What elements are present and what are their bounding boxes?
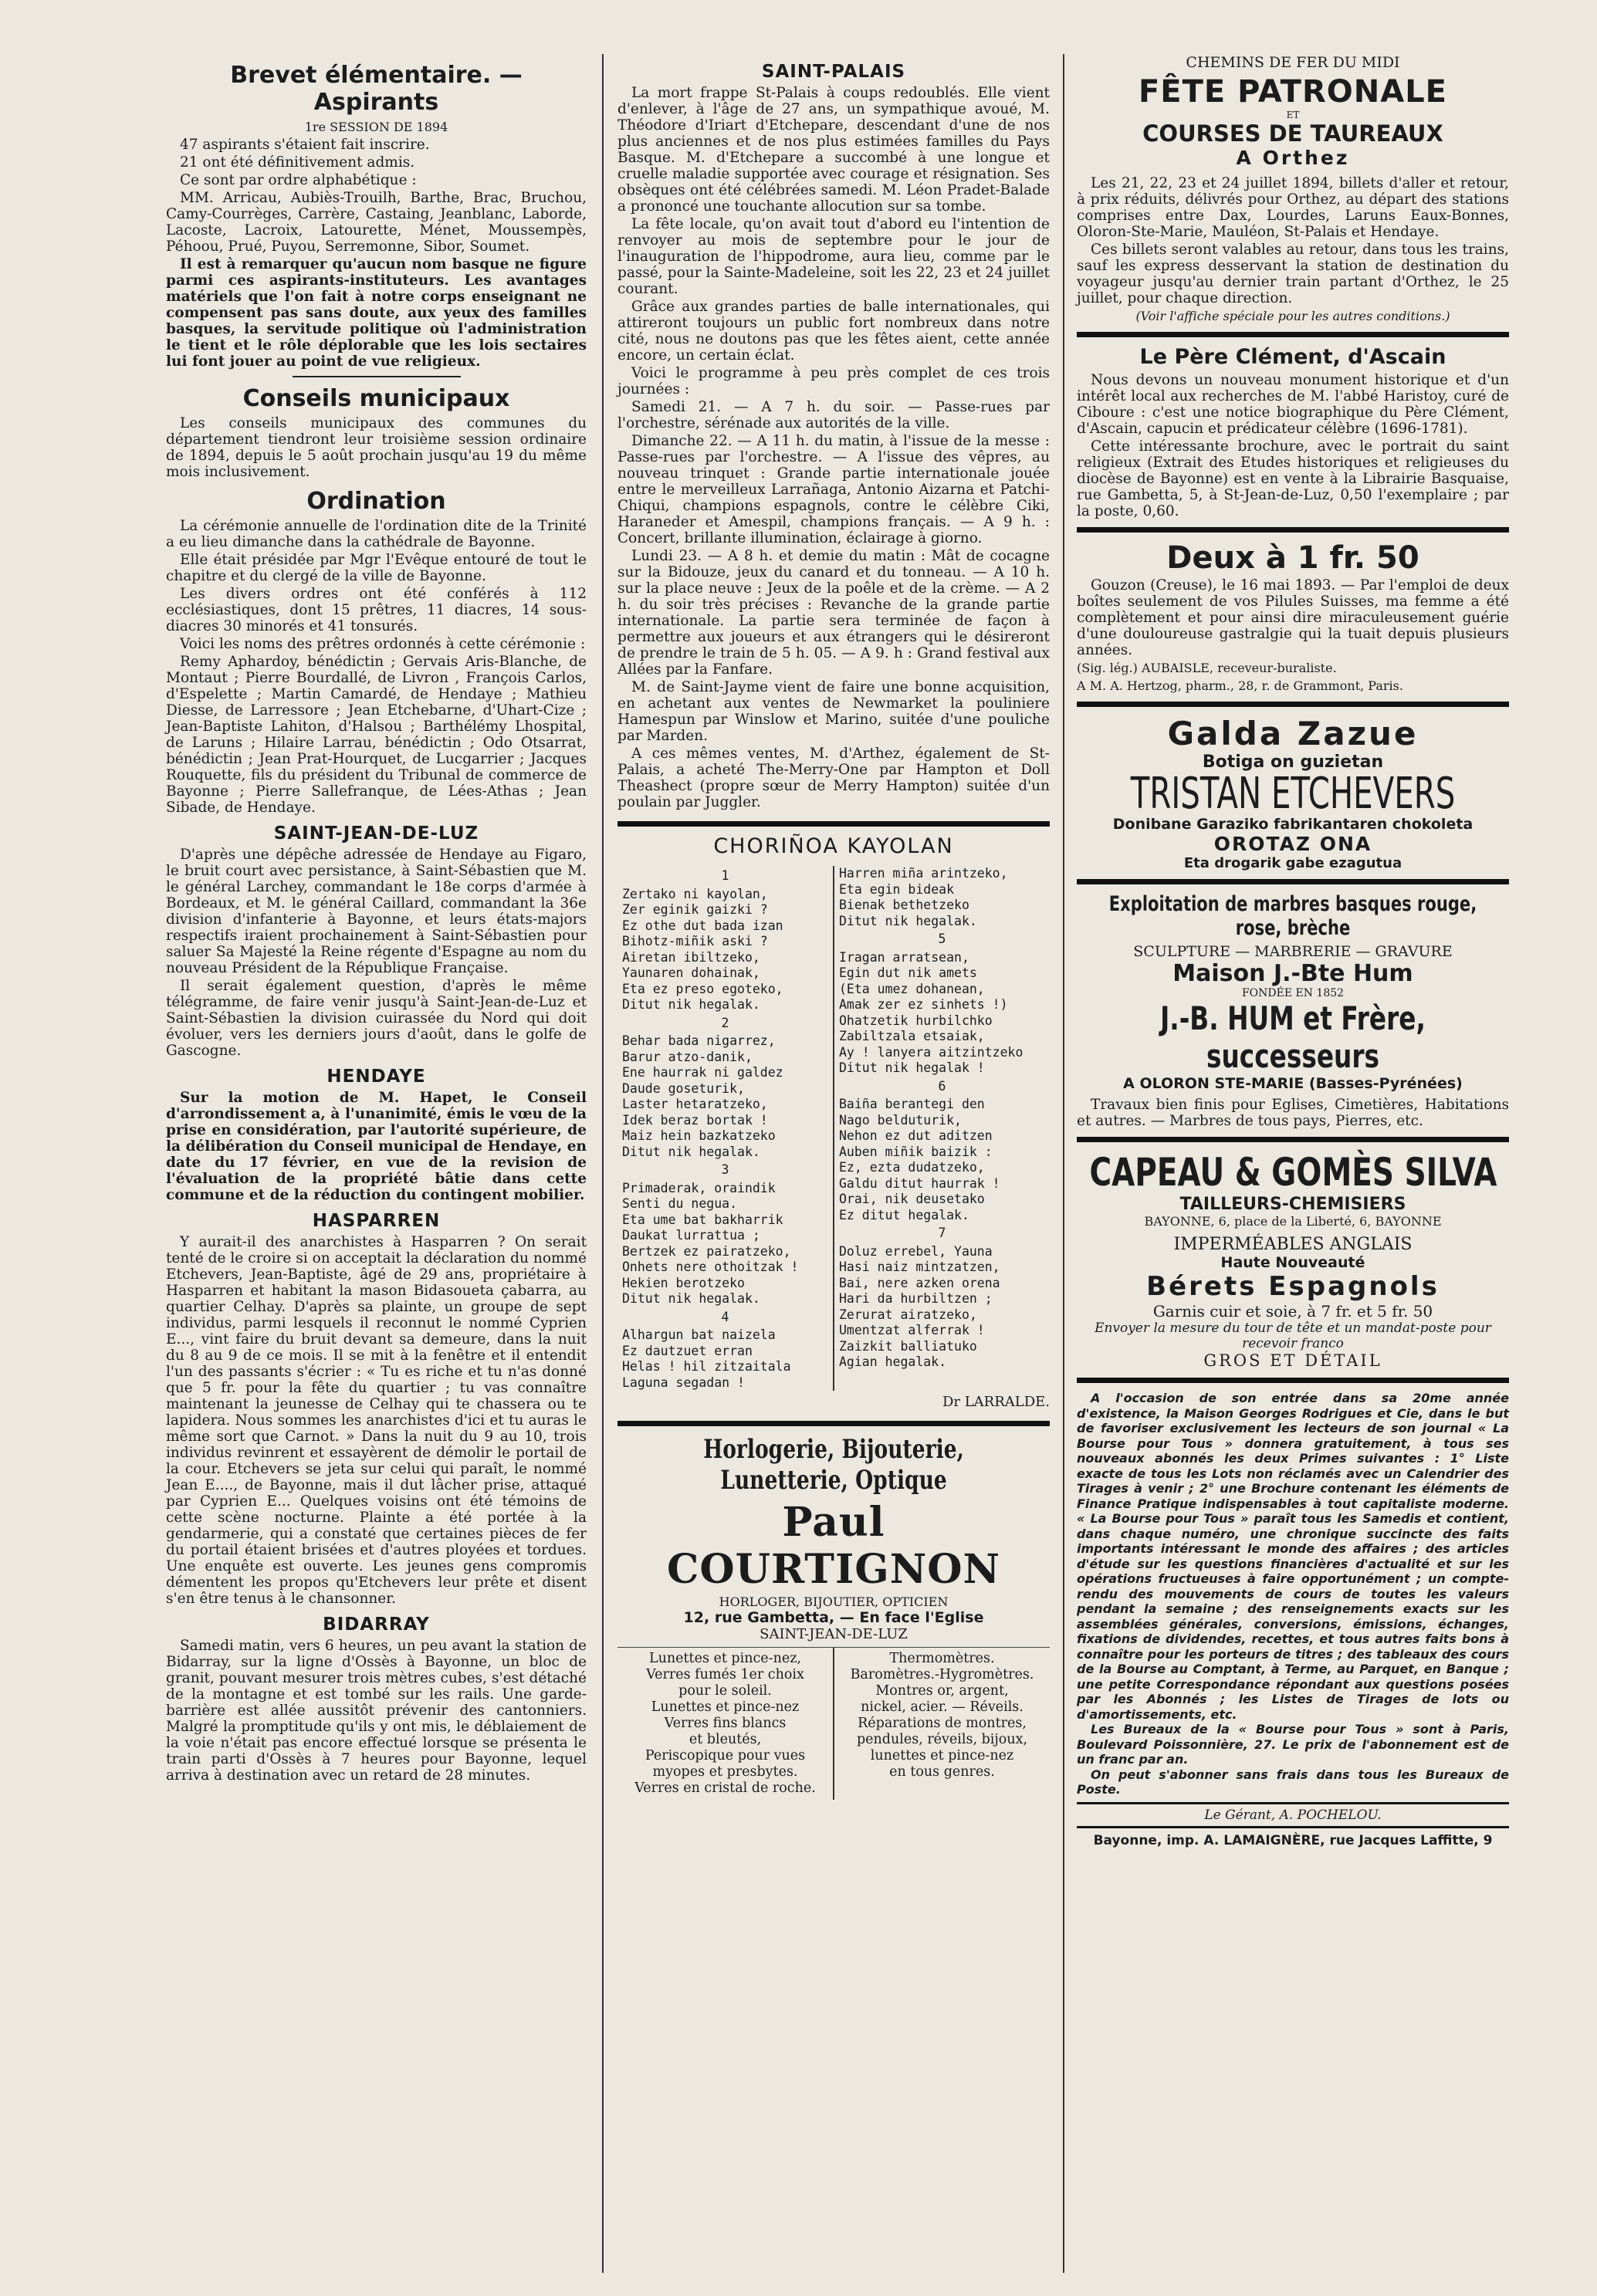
brevet-heading: Brevet élémentaire. — Aspirants [230, 62, 523, 116]
bourse-bureaux: Les Bureaux de la « Bourse pour Tous » sont à Paris, Boulevard Poissonnière, 27. Le prix de l'abonnement est de un franc par an. [1077, 1722, 1509, 1767]
poem-line: Bai, nere azken orena [839, 1275, 1000, 1290]
separator [293, 376, 461, 377]
saint-palais-paragraph: M. de Saint-Jayme vient de faire une bonne acquisition, en achetant aux ventes de Newmarket la pouliniere Hamespun par Winslow et Marino, suitée d'une pouliche par Marden. [617, 679, 1050, 744]
conseils-text: Les conseils municipaux des communes du département tiendront leur troisième session ordinaire de 1894, depuis le 5 août prochain jusqu'au 19 du même mois inclusivement. [166, 415, 587, 480]
capeau-l1: IMPERMÉABLES ANGLAIS [1173, 1235, 1413, 1254]
pere-clement-text [1077, 372, 1509, 519]
poem-line: Egin dut nik amets [839, 965, 977, 980]
poem-line: Eta ume bat bakharrik [622, 1212, 783, 1227]
pere-clement-heading: Le Père Clément, d'Ascain [1139, 345, 1446, 369]
stanza-number: 1 [721, 868, 729, 883]
ordination-paragraph: Remy Aphardoy, bénédictin ; Gervais Aris-Blanche, de Montaut ; Pierre Bourdallé, de Livron , François Carlos, d'Espelette ; Martin Camardé, de Hendaye ; Mathieu Diesse, de Larressore ; Jean Etchebarne, d'Uhart-Cize ; Jean-Baptiste Lahiton, d'Halsou ; Barthélémy Lhospital, de Laruns ; Hilaire Larrau, bénédictin ; Odo Otsarrat, bénédictin ; Jean Prat-Hourquet, de Lucgarrier ; Jacques Rouquette, fils du président du Tribunal de commerce de Bayonne ; Pierre Sallefranque, de Lées-Athas ; Jean Sibade, de Hendaye. [166, 654, 587, 816]
ordination-paragraph: La cérémonie annuelle de l'ordination dite de la Trinité a eu lieu dimanche dans la cathédrale de Bayonne. [166, 518, 587, 550]
poem-line: Bertzek ez pairatzeko, [622, 1243, 791, 1259]
hum-l6: A OLORON STE-MARIE (Basses-Pyrénées) [1123, 1075, 1463, 1092]
poem-line: Bienak bethetzeko [839, 898, 969, 912]
capeau-name: CAPEAU & GOMÈS SILVA [1089, 1150, 1497, 1195]
imprint: Bayonne, imp. A. LAMAIGNÈRE, rue Jacques Laffitte, 9 [1093, 1832, 1493, 1848]
ad-product-line: Verres fumés 1er choix [646, 1667, 804, 1682]
stanza-number: 4 [721, 1309, 729, 1324]
separator [1077, 1378, 1509, 1383]
capeau-ad [1077, 1150, 1509, 1370]
hum-l4: FONDÉE EN 1852 [1241, 987, 1345, 999]
hasparren-text: Y aurait-il des anarchistes à Hasparren ? On serait tenté de le croire si on acceptait la déclaration du nommé Etchevers, Jean-Baptiste, âgé de 29 ans, propriétaire à Hasparren et habitant la mason Bidasoueta çabarra, au quartier Celhay. D'après sa plainte, un groupe de sept individus, parmi lesquels il reconnut le nommé Cyprien E..., vint faire du bruit devant sa demeure, dans la nuit du 8 au 9 de ce mois. Il se mit à la fenêtre et il entendit l'un des passants s'écrier : « Tu es riche et tu n'as donné que 5 fr. pour la fête du quartier ; tu vas connaître maintenant la jeunesse de Celhay qui te chassera ou te lapidera. Nous sommes les anarchistes d'ici et tu auras le même sort que Carnot. » Dans la nuit du 9 au 10, trois individus revinrent et essayèrent de démolir le portail de la cour. Etchevers se jeta sur celui qui paraît, le nommé Jean E...., de Bayonne, mais il dut lâcher prise, attaqué par Cyprien E... Quelques voisins ont été témoins de cette scène nocturne. Plainte a été portée à la gendarmerie, qui a constaté que certaines pièces de fer du portail étaient brisées et d'autres ployées et tordues. Une enquête est ouverte. Les jeunes gens compromis démentent les propos qu'Etchevers leur prête et disent s'en être tenus à le chansonner. [166, 1234, 587, 1607]
sjdl-paragraph: D'après une dépêche adressée de Hendaye au Figaro, le bruit court avec persistance, à Saint-Sébastien que M. le général Larchey, commandant le 18e corps d'armée à Bordeaux, et M. le général Caillard, commandant la 36e division d'infanterie à Bayonne, et leurs états-majors respectifs iraient prochainement à Saint-Sébastien pour saluer Sa Majesté la Reine régente d'Espagne au nom du nouveau Président de la République Française. [166, 847, 587, 976]
saint-palais-paragraph: Voici le programme à peu près complet de ces trois journées : [617, 365, 1050, 397]
poem-line: Daude goseturik, [622, 1080, 745, 1096]
gerant: Le Gérant, A. POCHELOU. [1077, 1802, 1509, 1828]
poem-line: Ditut nik hegalak. [622, 997, 760, 1012]
ad-city: SAINT-JEAN-DE-LUZ [760, 1626, 908, 1642]
separator [1077, 527, 1509, 533]
poem-line: Zaizkit balliatuko [839, 1338, 977, 1354]
hum-l5: J.-B. HUM et Frère, successeurs [1160, 999, 1426, 1075]
cf-note: (Voir l'affiche spéciale pour les autres conditions.) [1135, 309, 1450, 323]
hendaye-heading: HENDAYE [327, 1067, 426, 1087]
hasparren-heading: HASPARREN [312, 1211, 441, 1231]
column-1 [166, 54, 587, 1785]
poem-line: Hasi naiz mintzatzen, [839, 1260, 1000, 1274]
ad-products-left [617, 1648, 833, 1800]
bidarray-text: Samedi matin, vers 6 heures, un peu avant la station de Bidarray, sur la ligne d'Ossès à Bayonne, un bloc de granit, pouvant mesurer trois mètres cubes, s'est détaché de la montagne et est tombé sur les rails. Une garde-barrière est allée aussitôt prévenir des cantonniers. Malgré la promptitude qu'ils y ont mis, le déblaiement de la voie n'était pas encore effectué lorsque se présenta le train parti d'Ossès à 7 heures pour Bayonne, lequel arriva à destination avec un retard de 28 minutes. [166, 1638, 587, 1784]
ad-product-line: Verres en cristal de roche. [634, 1780, 816, 1796]
saint-palais-paragraph: La fête locale, qu'on avait tout d'abord eu l'intention de renvoyer au mois de septembre pour le jour de l'inauguration de l'hippodrome, aura lieu, comme par le passé, pour la Sainte-Madeleine, soit les 22, 23 et 24 juillet courant. [617, 216, 1050, 297]
sjdl-heading: SAINT-JEAN-DE-LUZ [273, 823, 479, 844]
poem-line: Ditut nik hegalak. [622, 1144, 760, 1159]
chemins-de-fer-ad [1077, 54, 1509, 169]
deux-signature: (Sig. lég.) AUBAISLE, receveur-buraliste. [1077, 661, 1337, 675]
separator [1077, 332, 1509, 337]
poem-line: Laster hetaratzeko, [622, 1097, 768, 1111]
column-2 [617, 54, 1050, 1800]
poem-line: Nehon ez dut aditzen [839, 1128, 993, 1143]
brevet-paragraph: 47 aspirants s'étaient fait inscrire. [180, 137, 430, 153]
ad-product-line: pendules, réveils, bijoux, [856, 1732, 1028, 1747]
hendaye-text: Sur la motion de M. Hapet, le Conseil d'arrondissement a, à l'unanimité, émis le vœu de la prise en considération, par l'autorité supérieure, de la délibération du Conseil municipal de Hendaye, en date du 17 février, en vue de la revision de l'évaluation de la propriété bâtie dans cette commune et de la réduction du contingent mobilier. [166, 1090, 587, 1203]
stanza-number: 3 [721, 1162, 729, 1177]
poem-line: Yaunaren dohainak, [622, 965, 760, 980]
poem-line: Primaderak, oraindik [622, 1180, 776, 1195]
ordination-paragraph: Elle était présidée par Mgr l'Evêque entouré de tout le chapitre et du clergé de la ville de Bayonne. [166, 552, 587, 584]
poem-line: Harren miña arintzeko, [839, 866, 1008, 881]
saint-palais-heading: SAINT-PALAIS [761, 62, 906, 82]
bidarray-heading: BIDARRAY [323, 1615, 430, 1635]
poem-line: Ay ! lanyera aitzintzeko [839, 1044, 1024, 1060]
poem-line: Behar bada nigarrez, [622, 1033, 776, 1048]
cf-text [1077, 175, 1509, 306]
poem-line: Alhargun bat naizela [622, 1327, 776, 1342]
ad-products-right [833, 1648, 1050, 1800]
poem-line: Umentzat alferrak ! [839, 1323, 985, 1337]
bourse-abonnement: On peut s'abonner sans frais dans tous les Bureaux de Poste. [1077, 1767, 1509, 1797]
ad-product-line: en tous genres. [889, 1764, 995, 1780]
ad-product-line: pour le soleil. [678, 1683, 772, 1699]
saint-palais-paragraph: Samedi 21. — A 7 h. du soir. — Passe-rues par l'orchestre, sérénade aux autorités de la ville. [617, 399, 1050, 431]
poem-line: Maiz hein bazkatzeko [622, 1128, 776, 1143]
capeau-addr: BAYONNE, 6, place de la Liberté, 6, BAYONNE [1144, 1214, 1442, 1229]
galda-l1: Donibane Garaziko fabrikantaren chokoleta [1112, 816, 1474, 833]
poem-line: Amak zer ez sinhets !) [839, 997, 1008, 1012]
courtignon-ad [617, 1434, 1050, 1800]
ad-product-line: Verres fins blancs [664, 1716, 787, 1731]
separator [617, 1421, 1050, 1426]
poem-line: Zerurat airatzeko, [839, 1307, 977, 1322]
ad-products [617, 1647, 1050, 1800]
poem [617, 866, 1050, 1391]
stanza-number: 6 [938, 1078, 946, 1094]
galda-name: TRISTAN ETCHEVERS [1130, 769, 1456, 819]
separator [1077, 879, 1509, 884]
poem-line: Nago belduturik, [839, 1112, 962, 1128]
cf-top: CHEMINS DE FER DU MIDI [1186, 54, 1400, 71]
stanza-number: 5 [938, 932, 946, 946]
hum-l1: Exploitation de marbres basques rouge, rose, brèche [1108, 892, 1477, 940]
poem-title: CHORIÑOA KAYOLAN [713, 834, 954, 858]
cf-paragraph: Les 21, 22, 23 et 24 juillet 1894, billets d'aller et retour, à prix réduits, délivrés pour Orthez, au départ des stations comprises entre Dax, Lourdes, Laruns Eaux-Bonnes, Oloron-Ste-Marie, Mauléon, St-Palais et Hendaye. [1077, 175, 1509, 240]
ad-product-line: Thermomètres. [889, 1651, 995, 1666]
separator [1077, 1137, 1509, 1142]
separator [617, 821, 1050, 827]
poem-line: Ohatzetik hurbilchko [839, 1013, 993, 1028]
column-3 [1077, 54, 1509, 1848]
ordination-text [166, 518, 587, 816]
sjdl-paragraph: Il serait également question, d'après le même télégramme, de faire venir jusqu'à Saint-Jean-de-Luz et Saint-Sébastien la division cuirassée du Nord qui doit évoluer, vers les derniers jours d'août, dans le golfe de Gascogne. [166, 978, 587, 1059]
stanza-number: 7 [938, 1226, 946, 1240]
column-divider [602, 54, 604, 2273]
ad-name: Paul COURTIGNON [666, 1499, 1001, 1593]
cf-paragraph: Ces billets seront valables au retour, dans tous les trains, sauf les express desservant la station de destination du voyageur jusqu'au dernier train partant d'Orthez, le 25 juillet, pour chaque direction. [1077, 242, 1509, 306]
column-divider [1063, 54, 1064, 2273]
ad-product-line: Réparations de montres, [858, 1716, 1027, 1731]
poem-line: Idek beraz bortak ! [622, 1112, 768, 1128]
poem-line: Ditut nik hegalak. [839, 913, 977, 928]
ad-product-line: Periscopique pour vues [645, 1748, 806, 1763]
poem-right-column [833, 866, 1050, 1391]
poem-line: Doluz errebel, Yauna [839, 1243, 993, 1259]
saint-palais-paragraph: Lundi 23. — A 8 h. et demie du matin : Mât de cocagne sur la Bidouze, jeux du canard et du tonneau. — A 10 h. sur la place neuve : Jeux de la poêle et de la crème. — A 2 h. du soir très précises : Revanche de la grande partie internationale. La partie sera terminée de façon à permettre aux joueurs et aux étrangers qui le désireront de prendre le train de 5 h. 05. — A 9. h : Grand festival aux Allées par la Fanfare. [617, 548, 1050, 678]
brevet-text [166, 137, 587, 255]
poem-line: Eta ez preso egoteko, [622, 981, 783, 996]
saint-palais-paragraph: A ces mêmes ventes, M. d'Arthez, également de St-Palais, a acheté The-Merry-One par Hampton et Doll Theashect (propre sœur de Merry Hampton) suitée d'un poulain par Juggler. [617, 746, 1050, 810]
brevet-paragraph: 21 ont été définitivement admis. [180, 154, 415, 171]
capeau-l4: Garnis cuir et soie, à 7 fr. et 5 fr. 50 [1152, 1302, 1433, 1320]
poem-line: Baiña berantegi den [839, 1097, 985, 1111]
poem-line: Auben miñik baizik : [839, 1144, 993, 1159]
ad-product-line: et bleutés, [689, 1732, 762, 1747]
galda-ad [1077, 715, 1509, 871]
cf-courses: COURSES DE TAUREAUX [1142, 120, 1443, 147]
poem-left-column [617, 866, 833, 1391]
brevet-session: 1re SESSION DE 1894 [304, 120, 448, 134]
ad-product-line: lunettes et pince-nez [870, 1748, 1014, 1763]
hum-l2: SCULPTURE — MARBRERIE — GRAVURE [1133, 943, 1453, 960]
deux-heading: Deux à 1 fr. 50 [1166, 540, 1419, 576]
deux-text: Gouzon (Creuse), le 16 mai 1893. — Par l'emploi de deux boîtes seulement de vos Pilules Suisses, ma femme a été complètement et pour ainsi dire miraculeusement guérie d'une douloureuse gastralgie qui la tuait depuis plusieurs années. [1077, 577, 1509, 658]
galda-sub: Botiga on guzietan [1202, 752, 1384, 772]
poem-line: Zer eginik gaizki ? [622, 902, 768, 917]
poem-line: Galdu ditut haurrak ! [839, 1175, 1000, 1191]
poem-line: Eta egin bideak [839, 881, 955, 897]
cf-orthez: A Orthez [1236, 147, 1350, 169]
poem-line: Ez othe dut bada izan [622, 918, 783, 933]
pere-clement-paragraph: Nous devons un nouveau monument historique et d'un intérêt local aux recherches de M. l'abbé Haristoy, curé de Ciboure : c'est une notice biographique du Père Clément, d'Ascain, capucin et prédicateur célèbre (1696-1781). [1077, 372, 1509, 437]
poem-line: Iragan arratsean, [839, 949, 969, 965]
poem-line: Onhets nere othoitzak ! [622, 1260, 799, 1274]
poem-line: Ene haurrak ni galdez [622, 1065, 783, 1080]
ordination-paragraph: Voici les noms des prêtres ordonnés à cette cérémonie : [180, 636, 586, 652]
saint-palais-paragraph: Dimanche 22. — A 11 h. du matin, à l'issue de la messe : Passe-rues par l'orchestre. — A l'issue des vêpres, au nouveau trinquet : Grande partie internationale jouée entre le merveilleux Larrañaga, Antonio Aizarna et Patchi-Chiqui, champions espagnols, contre le célèbre Ciki, Haraneder et Amespil, champions français. — A 9 h. : Concert, brillante illumination, éclairage à giorno. [617, 433, 1050, 546]
ad-product-line: Montres or, argent, [875, 1683, 1009, 1699]
cf-title: FÊTE PATRONALE [1138, 74, 1447, 110]
bourse-text: A l'occasion de son entrée dans sa 20me année d'existence, la Maison Georges Rodrigues et Cie, dans le but de favoriser exclusivement les lecteurs de son journal « La Bourse pour Tous » donnera gratuitement, à tous ses nouveaux abonnés les deux Primes suivantes : 1° Liste exacte de tous les Lots non réclamés avec un Calendrier des Tirages à venir ; 2° une Brochure contenant les éléments de Finance Pratique indispensables à tout capitaliste moderne. « La Bourse pour Tous » paraît tous les Samedis et contient, dans chaque numéro, une chronique succincte des faits importants intéressant le monde des affaires ; des articles d'étude sur les questions financières d'actualité et sur les opérations fructueuses à faire opportunément ; un compte-rendu des mouvements de cours de toutes les valeurs pendant la semaine ; des renseignements exacts sur les assemblées générales, conversions, émissions, échanges, fixations de dividendes, recettes, et tous autres faits bons à connaître pour les porteurs de titres ; des tableaux des cours de la Bourse au Comptant, à Terme, au Parquet, en Banque ; une petite Correspondance répondant aux questions posées par les Abonnés ; les Listes de Tirages de lots ou d'amortissements, etc. [1077, 1391, 1509, 1722]
saint-palais-paragraph: Grâce aux grandes parties de balle internationales, qui attireront toujours un public fort nombreux dans notre cité, nous ne doutons pas que les fêtes aient, cette année encore, un certain éclat. [617, 299, 1050, 364]
poem-line: Orai, nik deusetako [839, 1192, 985, 1206]
brevet-remark: Il est à remarquer qu'aucun nom basque ne figure parmi ces aspirants-instituteurs. Les avantages matériels que l'on fait à notre corps enseignant ne compensent pas sans doute, aux yeux des familles basques, la servitude politique où l'administration le tient et le rôle déplorable que les lois sectaires lui font jouer au point de vue religieux. [166, 256, 587, 370]
poem-line: Ditut nik hegalak. [622, 1291, 760, 1306]
capeau-sub: TAILLEURS-CHEMISIERS [1179, 1195, 1406, 1214]
cf-et: ET [1286, 110, 1300, 120]
separator [1077, 702, 1509, 707]
ad-address: 12, rue Gambetta, — En face l'Eglise [683, 1609, 984, 1626]
poem-line: Ez ditut hegalak. [839, 1207, 969, 1222]
galda-l3: Eta drogarik gabe ezagutua [1183, 855, 1402, 871]
poem-line: Daukat lurrattua ; [622, 1228, 760, 1243]
poem-line: Hekien berotzeko [622, 1275, 745, 1290]
poem-line: Barur atzo-danik, [622, 1049, 753, 1064]
ad-trade: HORLOGER, BIJOUTIER, OPTICIEN [719, 1594, 949, 1609]
deux-address: A M. A. Hertzog, pharm., 28, r. de Grammont, Paris. [1077, 678, 1403, 693]
poem-line: Zabiltzala etsaiak, [839, 1029, 985, 1043]
hum-text: Travaux bien finis pour Eglises, Cimetières, Habitations et autres. — Marbres de tous pays, Pierres, etc. [1077, 1097, 1509, 1129]
ad-product-line: Baromètres.-Hygromètres. [850, 1667, 1034, 1682]
poem-line: Ez dautzuet erran [622, 1343, 753, 1358]
poem-line: Ditut nik hegalak ! [839, 1060, 985, 1075]
capeau-l2: Haute Nouveauté [1220, 1254, 1365, 1271]
galda-title: Galda Zazue [1167, 715, 1419, 752]
capeau-l6: GROS ET DÉTAIL [1203, 1351, 1382, 1370]
hum-l3: Maison J.-Bte Hum [1172, 960, 1413, 987]
ordination-paragraph: Les divers ordres ont été conférés à 112 ecclésiastiques, dont 15 prêtres, 11 diacres, 14 sous-diacres 30 minorés et 41 tonsurés. [166, 586, 587, 634]
capeau-l5: Envoyer la mesure du tour de tête et un mandat-poste pour recevoir franco [1095, 1320, 1491, 1351]
saint-palais-paragraph: La mort frappe St-Palais à coups redoublés. Elle vient d'enlever, à l'âge de 27 ans, un sympathique avoué, M. Théodore d'Iriart d'Etchepare, descendant d'une de nos plus anciennes et de nos plus estimées familles du Pays Basque. M. d'Etchepare a succombé à une longue et cruelle maladie supportée avec courage et résignation. Ses obsèques ont été célébrées samedi. M. Léon Pradet-Balade a prononcé une touchante allocution sur sa tombe. [617, 85, 1050, 215]
poem-signature: Dr LARRALDE. [942, 1394, 1050, 1410]
ad-product-line: myopes et presbytes. [652, 1764, 798, 1780]
conseils-heading: Conseils municipaux [242, 385, 510, 412]
brevet-paragraph: Ce sont par ordre alphabétique : [180, 172, 417, 188]
hum-ad [1077, 892, 1509, 1092]
poem-line: Airetan ibiltzeko, [622, 949, 760, 965]
brevet-paragraph: MM. Arricau, Aubiès-Trouilh, Barthe, Brac, Bruchou, Camy-Courrèges, Carrère, Castaing, Jeanblanc, Laborde, Lacoste, Lacroix, Latourette, Ménet, Moussempès, Péhoou, Prué, Puyou, Serremonne, Sibor, Soumet. [166, 190, 587, 255]
poem-line: Agian hegalak. [839, 1354, 947, 1369]
poem-line: Bihotz-miñik aski ? [622, 934, 768, 948]
ad-product-line: Lunettes et pince-nez [651, 1699, 800, 1715]
ad-product-line: nickel, acier. — Réveils. [861, 1699, 1024, 1715]
ordination-heading: Ordination [306, 488, 446, 515]
poem-line: Senti du negua. [622, 1196, 738, 1211]
poem-line: (Eta umez dohanean, [839, 981, 985, 996]
poem-line: Ez, ezta dudatzeko, [839, 1160, 985, 1175]
pere-clement-paragraph: Cette intéressante brochure, avec le portrait du saint religieux (Extrait des Etudes historiques et religieuses du diocèse de Bayonne) est en vente à la Librairie Basquaise, rue Gambetta, 5, à St-Jean-de-Luz, 0,50 l'exemplaire ; par la poste, 0,60. [1077, 438, 1509, 519]
poem-line: Laguna segadan ! [622, 1375, 745, 1390]
galda-l2: OROTAZ ONA [1213, 833, 1372, 855]
poem-line: Helas ! hil zitzaitala [622, 1359, 791, 1374]
stanza-number: 2 [721, 1015, 729, 1030]
saint-palais-text [617, 85, 1050, 810]
capeau-l3: Bérets Espagnols [1146, 1271, 1440, 1302]
ad-product-line: Lunettes et pince-nez, [649, 1651, 801, 1666]
poem-line: Zertako ni kayolan, [622, 886, 768, 901]
sjdl-text [166, 847, 587, 1059]
ad-horlogerie: Horlogerie, Bijouterie, Lunetterie, Optique [703, 1434, 964, 1496]
poem-line: Hari da hurbiltzen ; [839, 1291, 993, 1306]
